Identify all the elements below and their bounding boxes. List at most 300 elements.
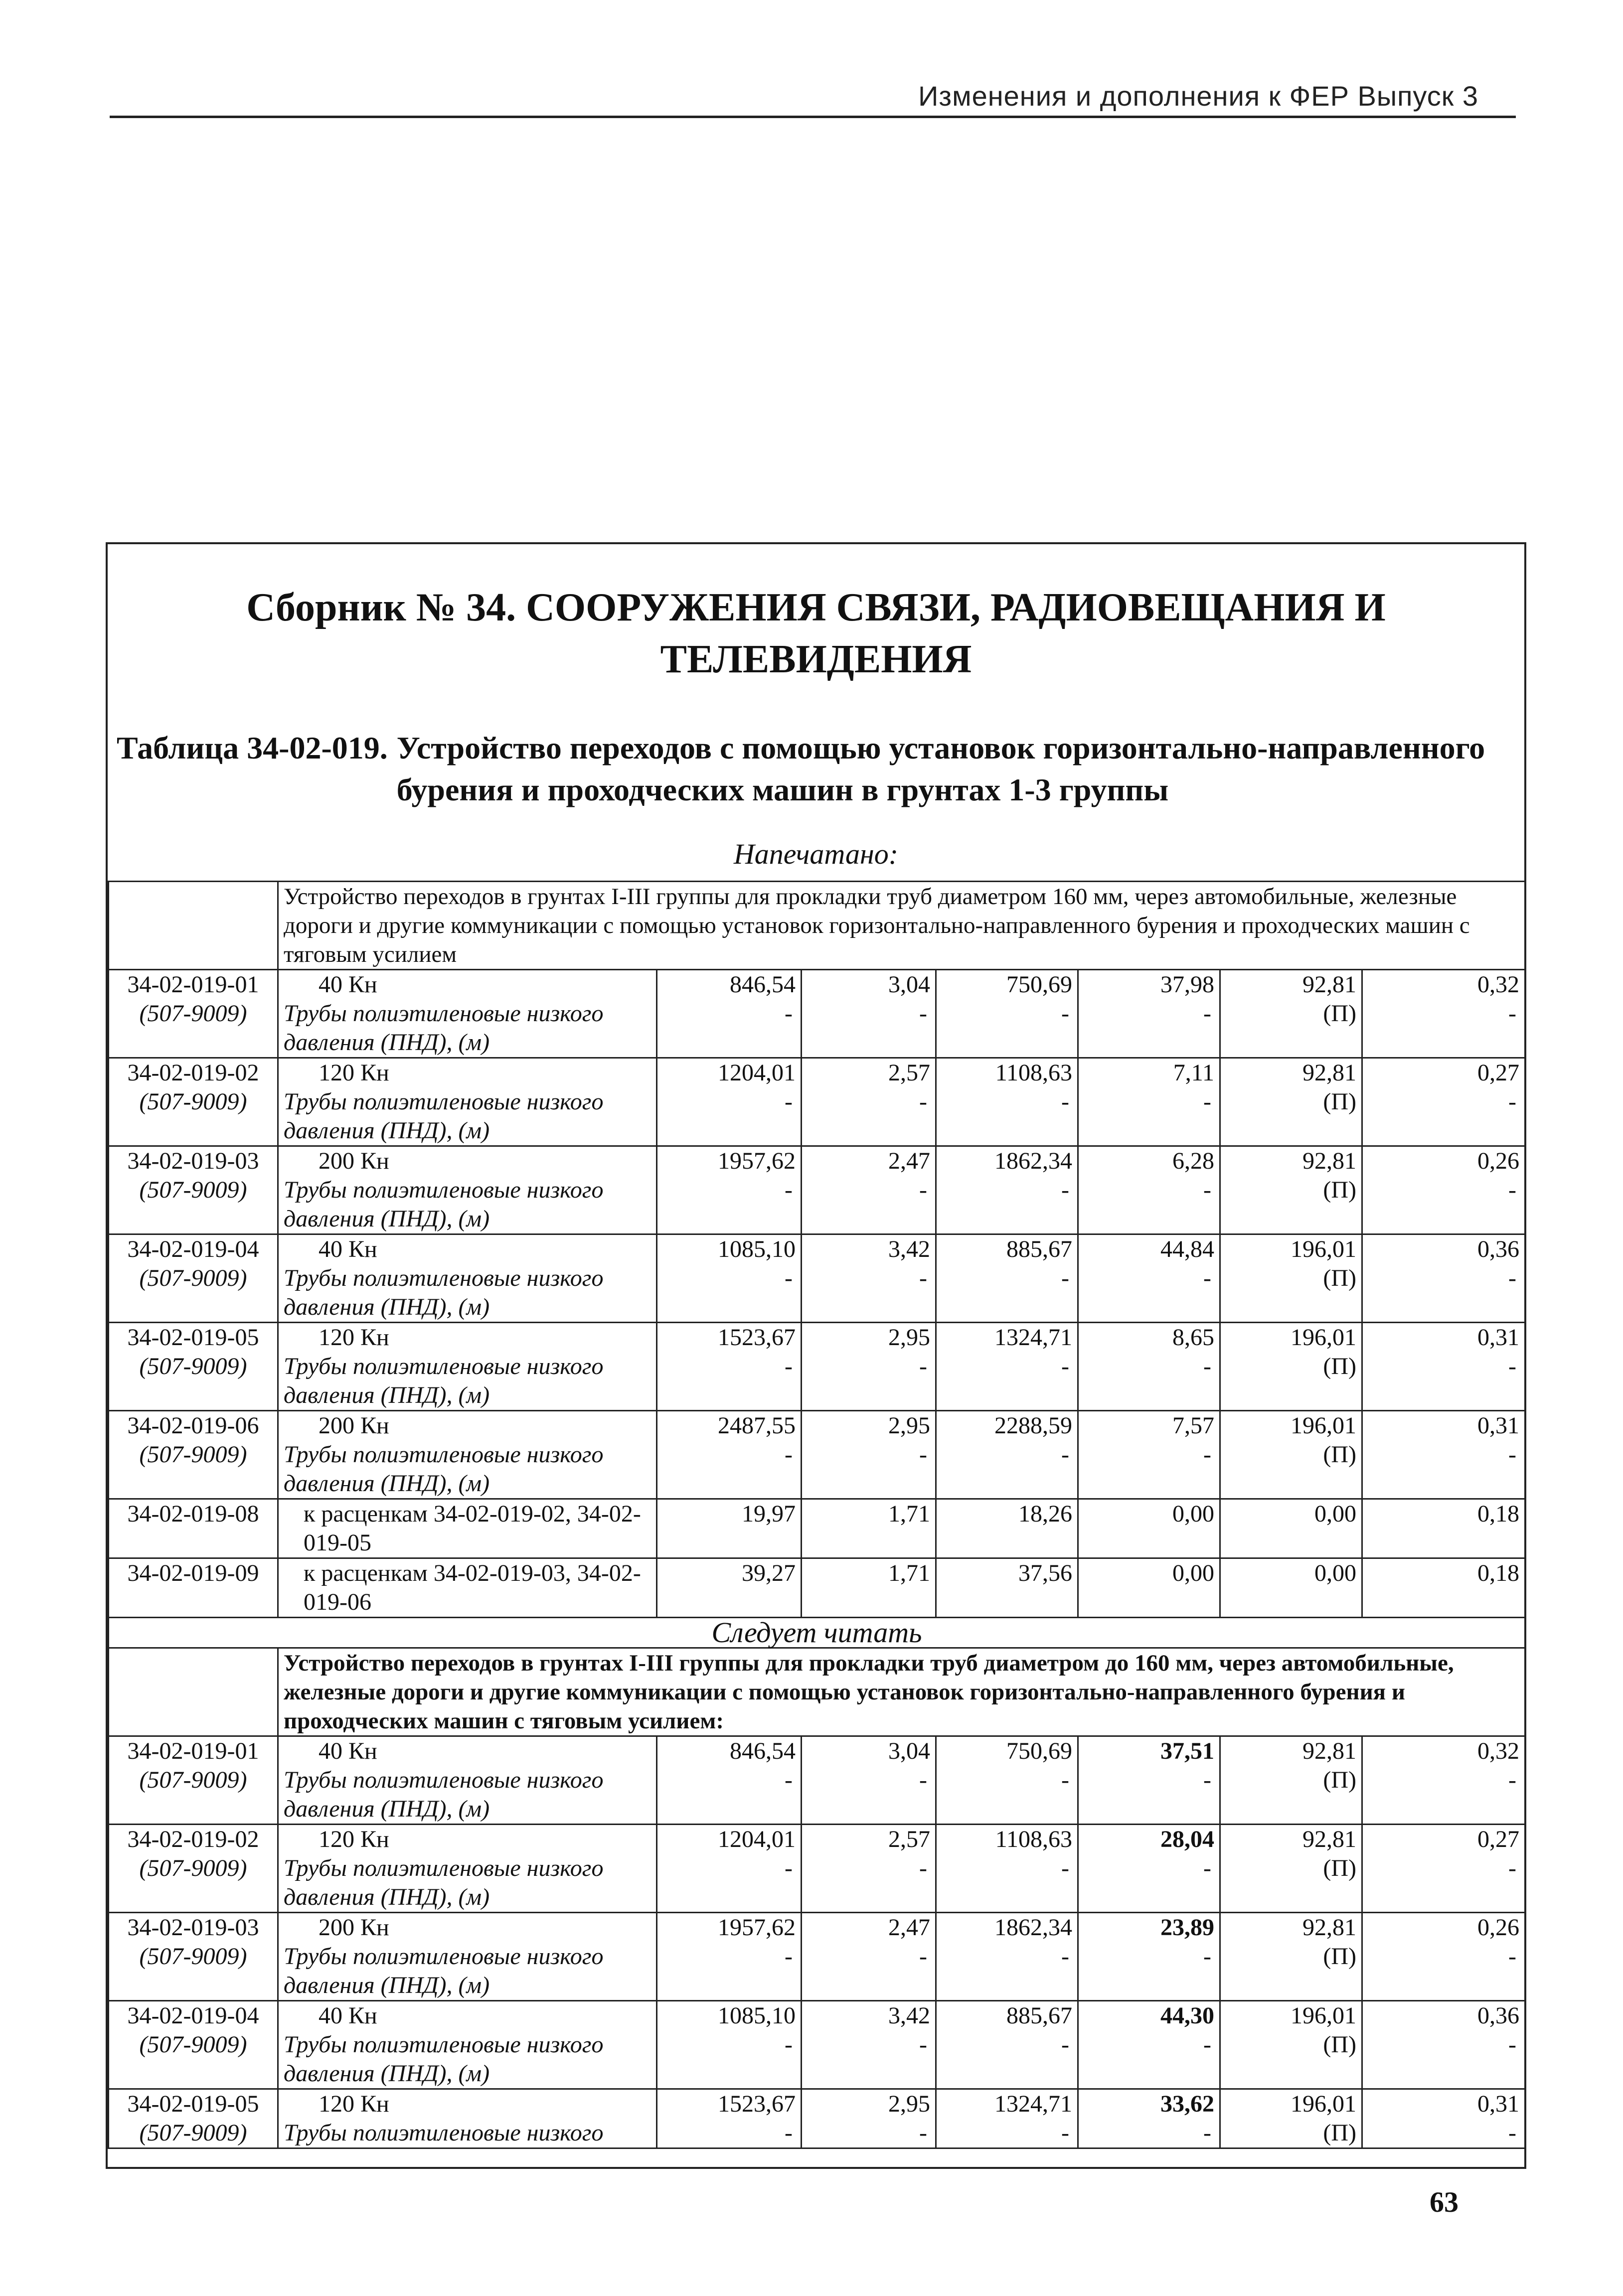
table-row	[109, 1913, 1525, 2001]
value-cell-v2	[802, 2001, 936, 2089]
value-v4: 0,00	[1172, 1501, 1214, 1527]
dash-mark: -	[1508, 1767, 1517, 1793]
rate-code: 34-02-019-06	[127, 1412, 259, 1439]
rate-name: к расценкам 34-02-019-03, 34-02-019-06	[304, 1560, 641, 1615]
value-cell-v5	[1220, 1323, 1362, 1411]
value-v1: 1204,01	[718, 1826, 796, 1852]
value-v2: 2,95	[888, 1412, 930, 1439]
value-cell-v2	[802, 1499, 936, 1558]
collection-title: Сборник № 34. СООРУЖЕНИЯ СВЯЗИ, РАДИОВЕЩАНИЯ И ТЕЛЕВИДЕНИЯ	[246, 586, 1386, 681]
value-v2: 3,42	[888, 2002, 930, 2029]
value-cell-v6	[1362, 2089, 1525, 2148]
table-row	[109, 1558, 1525, 1618]
value-cell-v5	[1220, 1558, 1362, 1618]
value-v6: 0,26	[1477, 1148, 1520, 1174]
rates-table-body	[109, 882, 1525, 2148]
value-v4: 7,57	[1172, 1412, 1214, 1439]
value-v2: 1,71	[888, 1560, 930, 1586]
rate-code: 34-02-019-05	[127, 2091, 259, 2117]
rate-name: 40 Кн	[319, 1236, 377, 1262]
empty-cell	[109, 882, 278, 970]
value-v6: 0,36	[1477, 1236, 1520, 1262]
value-v2: 2,57	[888, 1826, 930, 1852]
resource-code: (507-9009)	[139, 2120, 247, 2146]
dash-mark: -	[1203, 1441, 1211, 1468]
dash-mark: -	[1061, 1767, 1069, 1793]
value-v2: 3,04	[888, 971, 930, 998]
value-v5: 0,00	[1314, 1501, 1356, 1527]
value-cell-v3	[936, 1411, 1078, 1499]
value-cell-v5	[1220, 1411, 1362, 1499]
value-v5: 92,81	[1302, 1148, 1356, 1174]
value-cell-v4	[1078, 1411, 1220, 1499]
table-row	[109, 1234, 1525, 1323]
dash-mark: -	[1061, 1000, 1069, 1027]
should-read-description: Устройство переходов в грунтах I-III группы для прокладки труб диаметром до 160 мм, через автомобильные, железные дороги и другие коммуникации с помощью установок горизонтально-направленного бурения и проходческих машин с тяговым усилием:	[278, 1648, 1525, 1736]
dash-mark: -	[1508, 1943, 1517, 1970]
dash-mark: -	[1061, 1088, 1069, 1115]
value-v6: 0,26	[1477, 1914, 1520, 1941]
value-cell-v1	[657, 1913, 802, 2001]
dash-mark: -	[919, 2120, 927, 2146]
value-cell-v3	[936, 2089, 1078, 2148]
printed-description-row	[109, 882, 1525, 970]
dash-mark: -	[1061, 1177, 1069, 1203]
value-cell-v4	[1078, 1913, 1220, 2001]
page-number: 63	[1430, 2186, 1459, 2218]
name-cell	[278, 1825, 657, 1913]
dash-mark: -	[1203, 2031, 1211, 2058]
rate-name: к расценкам 34-02-019-02, 34-02-019-05	[304, 1501, 641, 1556]
value-cell-v4	[1078, 1058, 1220, 1146]
value-cell-v5	[1220, 1736, 1362, 1825]
value-cell-v2	[802, 1146, 936, 1234]
value-cell-v3	[936, 1558, 1078, 1618]
unit-label: (П)	[1323, 2031, 1356, 2058]
value-v4: 44,30	[1160, 2002, 1214, 2029]
value-v6: 0,36	[1477, 2002, 1520, 2029]
value-v1: 1957,62	[718, 1914, 796, 1941]
dash-mark: -	[1203, 1000, 1211, 1027]
running-header: Изменения и дополнения к ФЕР Выпуск 3	[918, 80, 1478, 112]
dash-mark: -	[1061, 1353, 1069, 1379]
value-cell-v3	[936, 1825, 1078, 1913]
dash-mark: -	[1203, 1353, 1211, 1379]
dash-mark: -	[919, 1088, 927, 1115]
value-cell-v2	[802, 1058, 936, 1146]
value-cell-v4	[1078, 1234, 1220, 1323]
value-cell-v1	[657, 1825, 802, 1913]
value-cell-v6	[1362, 1058, 1525, 1146]
value-cell-v1	[657, 1323, 802, 1411]
dash-mark: -	[1061, 1441, 1069, 1468]
value-cell-v6	[1362, 1323, 1525, 1411]
material-name: Трубы полиэтиленовые низкого давления (ПНД), (м)	[284, 1855, 604, 1910]
value-cell-v3	[936, 1058, 1078, 1146]
dash-mark: -	[1203, 1855, 1211, 1881]
material-name: Трубы полиэтиленовые низкого давления (ПНД), (м)	[284, 1088, 604, 1144]
value-v2: 3,42	[888, 1236, 930, 1262]
document-frame	[106, 542, 1526, 2169]
unit-label: (П)	[1323, 1000, 1356, 1027]
value-v5: 92,81	[1302, 1060, 1356, 1086]
value-cell-v2	[802, 970, 936, 1058]
rate-code: 34-02-019-05	[127, 1324, 259, 1351]
resource-code: (507-9009)	[139, 1000, 247, 1027]
dash-mark: -	[785, 1943, 793, 1970]
value-cell-v2	[802, 1234, 936, 1323]
value-cell-v5	[1220, 2001, 1362, 2089]
dash-mark: -	[919, 1855, 927, 1881]
value-cell-v5	[1220, 970, 1362, 1058]
value-cell-v4	[1078, 970, 1220, 1058]
value-cell-v1	[657, 970, 802, 1058]
value-cell-v5	[1220, 1499, 1362, 1558]
value-v5: 196,01	[1291, 1236, 1356, 1262]
name-cell	[278, 2089, 657, 2148]
rate-code: 34-02-019-03	[127, 1148, 259, 1174]
value-cell-v3	[936, 970, 1078, 1058]
value-cell-v1	[657, 1411, 802, 1499]
value-v3: 18,26	[1018, 1501, 1072, 1527]
rate-code: 34-02-019-02	[127, 1060, 259, 1086]
material-name: Трубы полиэтиленовые низкого	[284, 2120, 604, 2146]
value-v3: 1862,34	[994, 1914, 1072, 1941]
dash-mark: -	[1508, 1855, 1517, 1881]
resource-code: (507-9009)	[139, 1767, 247, 1793]
value-v2: 2,47	[888, 1914, 930, 1941]
value-v4: 37,98	[1160, 971, 1214, 998]
value-v3: 1108,63	[995, 1060, 1072, 1086]
unit-label: (П)	[1323, 1943, 1356, 1970]
rate-code: 34-02-019-03	[127, 1914, 259, 1941]
dash-mark: -	[919, 1441, 927, 1468]
value-v2: 2,47	[888, 1148, 930, 1174]
material-name: Трубы полиэтиленовые низкого давления (ПНД), (м)	[284, 1441, 604, 1497]
dash-mark: -	[785, 1177, 793, 1203]
value-v3: 1108,63	[995, 1826, 1072, 1852]
rate-name: 120 Кн	[319, 2091, 389, 2117]
rate-name: 40 Кн	[319, 971, 377, 998]
value-cell-v3	[936, 1323, 1078, 1411]
value-cell-v6	[1362, 1825, 1525, 1913]
value-cell-v5	[1220, 1234, 1362, 1323]
resource-code: (507-9009)	[139, 1177, 247, 1203]
value-cell-v3	[936, 2001, 1078, 2089]
value-cell-v1	[657, 1058, 802, 1146]
header-rule	[110, 116, 1516, 118]
value-cell-v5	[1220, 1146, 1362, 1234]
value-v1: 1085,10	[718, 1236, 796, 1262]
material-name: Трубы полиэтиленовые низкого давления (ПНД), (м)	[284, 1000, 604, 1056]
table-row	[109, 1323, 1525, 1411]
value-cell-v5	[1220, 1825, 1362, 1913]
resource-code: (507-9009)	[139, 2031, 247, 2058]
material-name: Трубы полиэтиленовые низкого давления (ПНД), (м)	[284, 1265, 604, 1320]
value-cell-v5	[1220, 2089, 1362, 2148]
table-row	[109, 1058, 1525, 1146]
code-cell	[109, 2001, 278, 2089]
value-v5: 92,81	[1302, 971, 1356, 998]
value-cell-v2	[802, 1825, 936, 1913]
resource-code: (507-9009)	[139, 1088, 247, 1115]
name-cell	[278, 1058, 657, 1146]
rate-code: 34-02-019-04	[127, 2002, 259, 2029]
value-v1: 1957,62	[718, 1148, 796, 1174]
resource-code: (507-9009)	[139, 1943, 247, 1970]
dash-mark: -	[785, 2031, 793, 2058]
unit-label: (П)	[1323, 1265, 1356, 1291]
dash-mark: -	[1203, 1177, 1211, 1203]
value-cell-v6	[1362, 1234, 1525, 1323]
table-title-label: Таблица 34-02-019.	[117, 730, 388, 765]
dash-mark: -	[1203, 2120, 1211, 2146]
value-v6: 0,18	[1477, 1560, 1520, 1586]
value-cell-v5	[1220, 1058, 1362, 1146]
material-name: Трубы полиэтиленовые низкого давления (ПНД), (м)	[284, 1177, 604, 1232]
value-cell-v3	[936, 1499, 1078, 1558]
value-v5: 196,01	[1291, 1412, 1356, 1439]
value-v1: 2487,55	[718, 1412, 796, 1439]
dash-mark: -	[785, 1441, 793, 1468]
value-cell-v4	[1078, 1825, 1220, 1913]
value-cell-v6	[1362, 970, 1525, 1058]
dash-mark: -	[785, 2120, 793, 2146]
rate-name: 120 Кн	[319, 1826, 389, 1852]
value-v3: 1324,71	[994, 2091, 1072, 2117]
value-cell-v3	[936, 1146, 1078, 1234]
dash-mark: -	[1061, 1943, 1069, 1970]
name-cell	[278, 1234, 657, 1323]
value-cell-v6	[1362, 1558, 1525, 1618]
rate-code: 34-02-019-01	[127, 971, 259, 998]
value-v1: 1523,67	[718, 2091, 796, 2117]
value-v4: 6,28	[1172, 1148, 1214, 1174]
dash-mark: -	[1203, 1767, 1211, 1793]
dash-mark: -	[1508, 1000, 1517, 1027]
code-cell	[109, 1323, 278, 1411]
table-row	[109, 1499, 1525, 1558]
code-cell	[109, 1058, 278, 1146]
value-v1: 846,54	[730, 1738, 796, 1764]
value-cell-v1	[657, 1736, 802, 1825]
value-cell-v6	[1362, 1913, 1525, 2001]
code-cell	[109, 970, 278, 1058]
dash-mark: -	[785, 1353, 793, 1379]
value-v3: 1324,71	[994, 1324, 1072, 1351]
value-v2: 1,71	[888, 1501, 930, 1527]
value-cell-v2	[802, 2089, 936, 2148]
code-cell	[109, 1411, 278, 1499]
unit-label: (П)	[1323, 2120, 1356, 2146]
value-v3: 750,69	[1006, 1738, 1072, 1764]
name-cell	[278, 970, 657, 1058]
value-v5: 196,01	[1291, 2002, 1356, 2029]
table-row	[109, 2089, 1525, 2148]
value-v2: 2,95	[888, 2091, 930, 2117]
dash-mark: -	[1061, 1265, 1069, 1291]
value-v5: 0,00	[1314, 1560, 1356, 1586]
value-v1: 1204,01	[718, 1060, 796, 1086]
value-v4: 28,04	[1160, 1826, 1214, 1852]
value-cell-v1	[657, 2089, 802, 2148]
value-cell-v6	[1362, 1499, 1525, 1558]
rate-name: 200 Кн	[319, 1148, 389, 1174]
resource-code: (507-9009)	[139, 1265, 247, 1291]
value-v3: 1862,34	[994, 1148, 1072, 1174]
material-name: Трубы полиэтиленовые низкого давления (ПНД), (м)	[284, 1943, 604, 1998]
dash-mark: -	[919, 1943, 927, 1970]
name-cell	[278, 1913, 657, 2001]
value-v1: 1085,10	[718, 2002, 796, 2029]
value-v3: 2288,59	[994, 1412, 1072, 1439]
value-v5: 92,81	[1302, 1738, 1356, 1764]
value-cell-v4	[1078, 1146, 1220, 1234]
value-v5: 92,81	[1302, 1826, 1356, 1852]
value-v3: 750,69	[1006, 971, 1072, 998]
value-v2: 3,04	[888, 1738, 930, 1764]
value-v3: 37,56	[1018, 1560, 1072, 1586]
table-row	[109, 1146, 1525, 1234]
value-v3: 885,67	[1006, 1236, 1072, 1262]
value-v4: 44,84	[1160, 1236, 1214, 1262]
rate-code: 34-02-019-09	[109, 1558, 278, 1618]
value-v3: 885,67	[1006, 2002, 1072, 2029]
value-v4: 23,89	[1160, 1914, 1214, 1941]
code-cell	[109, 1913, 278, 2001]
rate-code: 34-02-019-01	[127, 1738, 259, 1764]
value-cell-v6	[1362, 1411, 1525, 1499]
dash-mark: -	[919, 1000, 927, 1027]
dash-mark: -	[919, 1353, 927, 1379]
table-row	[109, 2001, 1525, 2089]
resource-code: (507-9009)	[139, 1353, 247, 1379]
material-name: Трубы полиэтиленовые низкого давления (ПНД), (м)	[284, 1353, 604, 1408]
value-cell-v6	[1362, 2001, 1525, 2089]
dash-mark: -	[1061, 2120, 1069, 2146]
rate-name: 120 Кн	[319, 1324, 389, 1351]
value-cell-v4	[1078, 1558, 1220, 1618]
resource-code: (507-9009)	[139, 1441, 247, 1468]
unit-label: (П)	[1323, 1767, 1356, 1793]
value-v4: 37,51	[1160, 1738, 1214, 1764]
should-read-row	[109, 1618, 1525, 1648]
name-cell	[278, 1411, 657, 1499]
dash-mark: -	[1508, 1265, 1517, 1291]
value-cell-v2	[802, 1558, 936, 1618]
dash-mark: -	[1508, 2031, 1517, 2058]
rate-name: 200 Кн	[319, 1412, 389, 1439]
unit-label: (П)	[1323, 1353, 1356, 1379]
value-v6: 0,27	[1477, 1060, 1520, 1086]
value-v1: 39,27	[742, 1560, 796, 1586]
rate-code: 34-02-019-02	[127, 1826, 259, 1852]
dash-mark: -	[785, 1000, 793, 1027]
name-cell	[278, 1146, 657, 1234]
value-cell-v3	[936, 1736, 1078, 1825]
value-cell-v4	[1078, 2001, 1220, 2089]
value-v2: 2,57	[888, 1060, 930, 1086]
value-cell-v3	[936, 1913, 1078, 2001]
rate-code: 34-02-019-08	[109, 1499, 278, 1558]
dash-mark: -	[1203, 1265, 1211, 1291]
dash-mark: -	[1508, 2120, 1517, 2146]
printed-label: Напечатано:	[733, 838, 899, 870]
code-cell	[109, 1146, 278, 1234]
dash-mark: -	[1203, 1088, 1211, 1115]
value-cell-v3	[936, 1234, 1078, 1323]
rate-name: 40 Кн	[319, 1738, 377, 1764]
value-v6: 0,32	[1477, 971, 1520, 998]
dash-mark: -	[785, 1855, 793, 1881]
name-cell	[278, 1499, 657, 1558]
value-v5: 196,01	[1291, 1324, 1356, 1351]
printed-description: Устройство переходов в грунтах I-III группы для прокладки труб диаметром 160 мм, через автомобильные, железные дороги и другие коммуникации с помощью установок горизонтально-направленного бурения и проходческих машин с тяговым усилием	[278, 882, 1525, 970]
dash-mark: -	[1061, 2031, 1069, 2058]
value-cell-v2	[802, 1736, 936, 1825]
rate-name: 120 Кн	[319, 1060, 389, 1086]
name-cell	[278, 1558, 657, 1618]
dash-mark: -	[919, 1767, 927, 1793]
dash-mark: -	[919, 1177, 927, 1203]
value-cell-v1	[657, 1146, 802, 1234]
value-v6: 0,31	[1477, 2091, 1520, 2117]
dash-mark: -	[1061, 1855, 1069, 1881]
unit-label: (П)	[1323, 1855, 1356, 1881]
value-cell-v1	[657, 1499, 802, 1558]
value-cell-v5	[1220, 1913, 1362, 2001]
unit-label: (П)	[1323, 1088, 1356, 1115]
unit-label: (П)	[1323, 1441, 1356, 1468]
value-v2: 2,95	[888, 1324, 930, 1351]
value-v5: 196,01	[1291, 2091, 1356, 2117]
value-cell-v1	[657, 1234, 802, 1323]
value-v6: 0,31	[1477, 1412, 1520, 1439]
empty-cell	[109, 1648, 278, 1736]
rate-code: 34-02-019-04	[127, 1236, 259, 1262]
value-cell-v1	[657, 2001, 802, 2089]
dash-mark: -	[1508, 1088, 1517, 1115]
dash-mark: -	[1508, 1177, 1517, 1203]
dash-mark: -	[919, 2031, 927, 2058]
resource-code: (507-9009)	[139, 1855, 247, 1881]
dash-mark: -	[785, 1088, 793, 1115]
material-name: Трубы полиэтиленовые низкого давления (ПНД), (м)	[284, 2031, 604, 2087]
value-v6: 0,18	[1477, 1501, 1520, 1527]
value-cell-v1	[657, 1558, 802, 1618]
value-cell-v4	[1078, 1323, 1220, 1411]
value-v4: 0,00	[1172, 1560, 1214, 1586]
value-v6: 0,32	[1477, 1738, 1520, 1764]
table-row	[109, 970, 1525, 1058]
value-v4: 8,65	[1172, 1324, 1214, 1351]
dash-mark: -	[785, 1767, 793, 1793]
code-cell	[109, 1234, 278, 1323]
should-read-label: Следует читать	[109, 1618, 1525, 1648]
value-cell-v2	[802, 1411, 936, 1499]
value-v6: 0,31	[1477, 1324, 1520, 1351]
dash-mark: -	[1508, 1441, 1517, 1468]
value-v5: 92,81	[1302, 1914, 1356, 1941]
code-cell	[109, 1736, 278, 1825]
value-v1: 1523,67	[718, 1324, 796, 1351]
rate-name: 200 Кн	[319, 1914, 389, 1941]
value-cell-v4	[1078, 1499, 1220, 1558]
value-v1: 846,54	[730, 971, 796, 998]
value-cell-v2	[802, 1913, 936, 2001]
dash-mark: -	[1508, 1353, 1517, 1379]
table-title	[108, 727, 1524, 811]
